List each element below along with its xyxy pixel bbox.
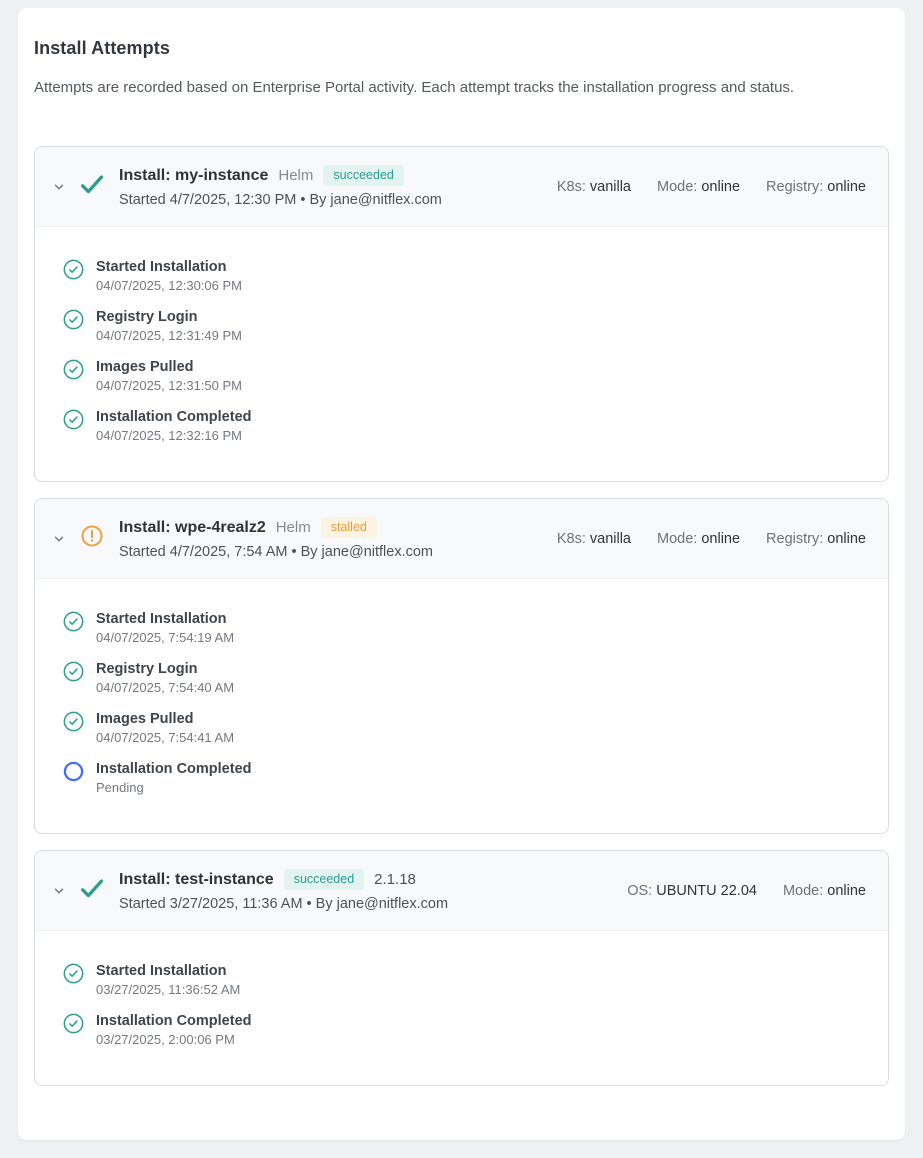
step-title: Registry Login [96, 661, 198, 677]
step-time: 04/07/2025, 7:54:41 AM [96, 730, 235, 745]
meta-label: Mode: [782, 882, 824, 899]
attempt-version: 2.1.18 [374, 871, 416, 888]
install-step-row [63, 409, 868, 443]
meta-item [557, 531, 631, 547]
step-done-check-icon [63, 963, 84, 989]
step-list [35, 931, 888, 1085]
page-title: Install Attempts [34, 38, 170, 58]
meta-label: K8s: [556, 178, 586, 195]
step-list [35, 579, 888, 833]
install-step-row [63, 711, 868, 745]
install-attempts-panel [18, 8, 905, 1140]
attempt-card [34, 498, 889, 834]
step-title: Registry Login [96, 309, 198, 325]
meta-label: Mode: [657, 178, 698, 195]
step-done-check-icon [63, 711, 84, 737]
step-time: 04/07/2025, 7:54:19 AM [96, 630, 235, 645]
meta-value: UBUNTU 22.04 [656, 882, 757, 899]
meta-label: Registry: [766, 530, 824, 547]
attempt-title: Install: test-instance [119, 870, 274, 888]
step-time: 04/07/2025, 12:31:50 PM [96, 378, 243, 393]
meta-value: vanilla [589, 530, 631, 547]
meta-value: vanilla [589, 178, 631, 195]
install-step-row [63, 661, 868, 695]
attempt-title: Install: wpe-4realz2 [119, 518, 266, 536]
attempt-card [34, 146, 889, 482]
attempt-list [34, 146, 889, 1086]
attempt-title: Install: my-instance [119, 166, 269, 184]
install-step-row [63, 1013, 868, 1047]
step-time: 04/07/2025, 12:30:06 PM [96, 278, 243, 293]
step-time: Pending [96, 780, 144, 795]
status-badge: succeeded [284, 869, 364, 891]
chevron-down-icon[interactable] [51, 532, 67, 546]
meta-item [557, 179, 631, 195]
step-title: Images Pulled [96, 359, 194, 375]
meta-value: online [701, 178, 741, 195]
meta-value: online [827, 530, 866, 547]
meta-value: online [827, 882, 866, 899]
install-step-row [63, 963, 868, 997]
attempt-subtype: Helm [275, 519, 311, 536]
page-subtitle: Attempts are recorded based on Enterprise Portal activity. Each attempt tracks the installation progress and status. [34, 79, 795, 96]
meta-item [657, 179, 740, 195]
step-done-check-icon [63, 309, 84, 335]
meta-item [766, 179, 866, 195]
step-done-check-icon [63, 359, 84, 385]
chevron-down-icon[interactable] [51, 180, 67, 194]
attempt-header[interactable] [35, 147, 888, 227]
step-pending-circle-icon [63, 761, 84, 787]
attempt-header[interactable] [35, 499, 888, 579]
meta-item [783, 883, 866, 899]
step-done-check-icon [63, 611, 84, 637]
attempt-subtype: Helm [278, 167, 314, 184]
attempt-meta [627, 883, 866, 899]
attempt-started: Started 3/27/2025, 11:36 AM • By jane@nitflex.com [119, 896, 449, 913]
step-time: 03/27/2025, 2:00:06 PM [96, 1032, 235, 1047]
install-step-row [63, 309, 868, 343]
step-title: Started Installation [96, 611, 227, 627]
meta-value: online [827, 178, 866, 195]
chevron-down-icon[interactable] [51, 884, 67, 898]
step-title: Images Pulled [96, 711, 194, 727]
attempt-header[interactable] [35, 851, 888, 931]
install-step-row [63, 761, 868, 795]
step-title: Installation Completed [96, 409, 252, 425]
attempt-started: Started 4/7/2025, 7:54 AM • By jane@nitflex.com [119, 544, 433, 561]
step-title: Installation Completed [96, 761, 252, 777]
meta-item [657, 531, 740, 547]
meta-item [766, 531, 866, 547]
step-title: Started Installation [96, 259, 227, 275]
step-done-check-icon [63, 661, 84, 687]
status-badge: succeeded [323, 165, 403, 187]
attempt-started: Started 4/7/2025, 12:30 PM • By jane@nitflex.com [119, 192, 442, 209]
step-list [35, 227, 888, 481]
meta-item [627, 883, 757, 899]
install-step-row [63, 611, 868, 645]
status-badge: stalled [321, 517, 377, 539]
step-done-check-icon [63, 409, 84, 435]
attempt-meta [557, 531, 866, 547]
step-done-check-icon [63, 1013, 84, 1039]
attempt-meta [557, 179, 866, 195]
step-title: Started Installation [96, 963, 227, 979]
success-check-icon [77, 873, 107, 908]
install-step-row [63, 259, 868, 293]
step-time: 03/27/2025, 11:36:52 AM [96, 982, 241, 997]
meta-value: online [701, 530, 741, 547]
warning-icon [80, 524, 104, 553]
meta-label: Registry: [766, 178, 824, 195]
attempt-card [34, 850, 889, 1086]
step-done-check-icon [63, 259, 84, 285]
install-step-row [63, 359, 868, 393]
success-check-icon [77, 169, 107, 204]
meta-label: Mode: [657, 530, 698, 547]
meta-label: OS: [627, 882, 653, 899]
meta-label: K8s: [556, 530, 586, 547]
step-time: 04/07/2025, 12:31:49 PM [96, 328, 243, 343]
step-time: 04/07/2025, 7:54:40 AM [96, 680, 235, 695]
step-time: 04/07/2025, 12:32:16 PM [96, 428, 243, 443]
step-title: Installation Completed [96, 1013, 252, 1029]
